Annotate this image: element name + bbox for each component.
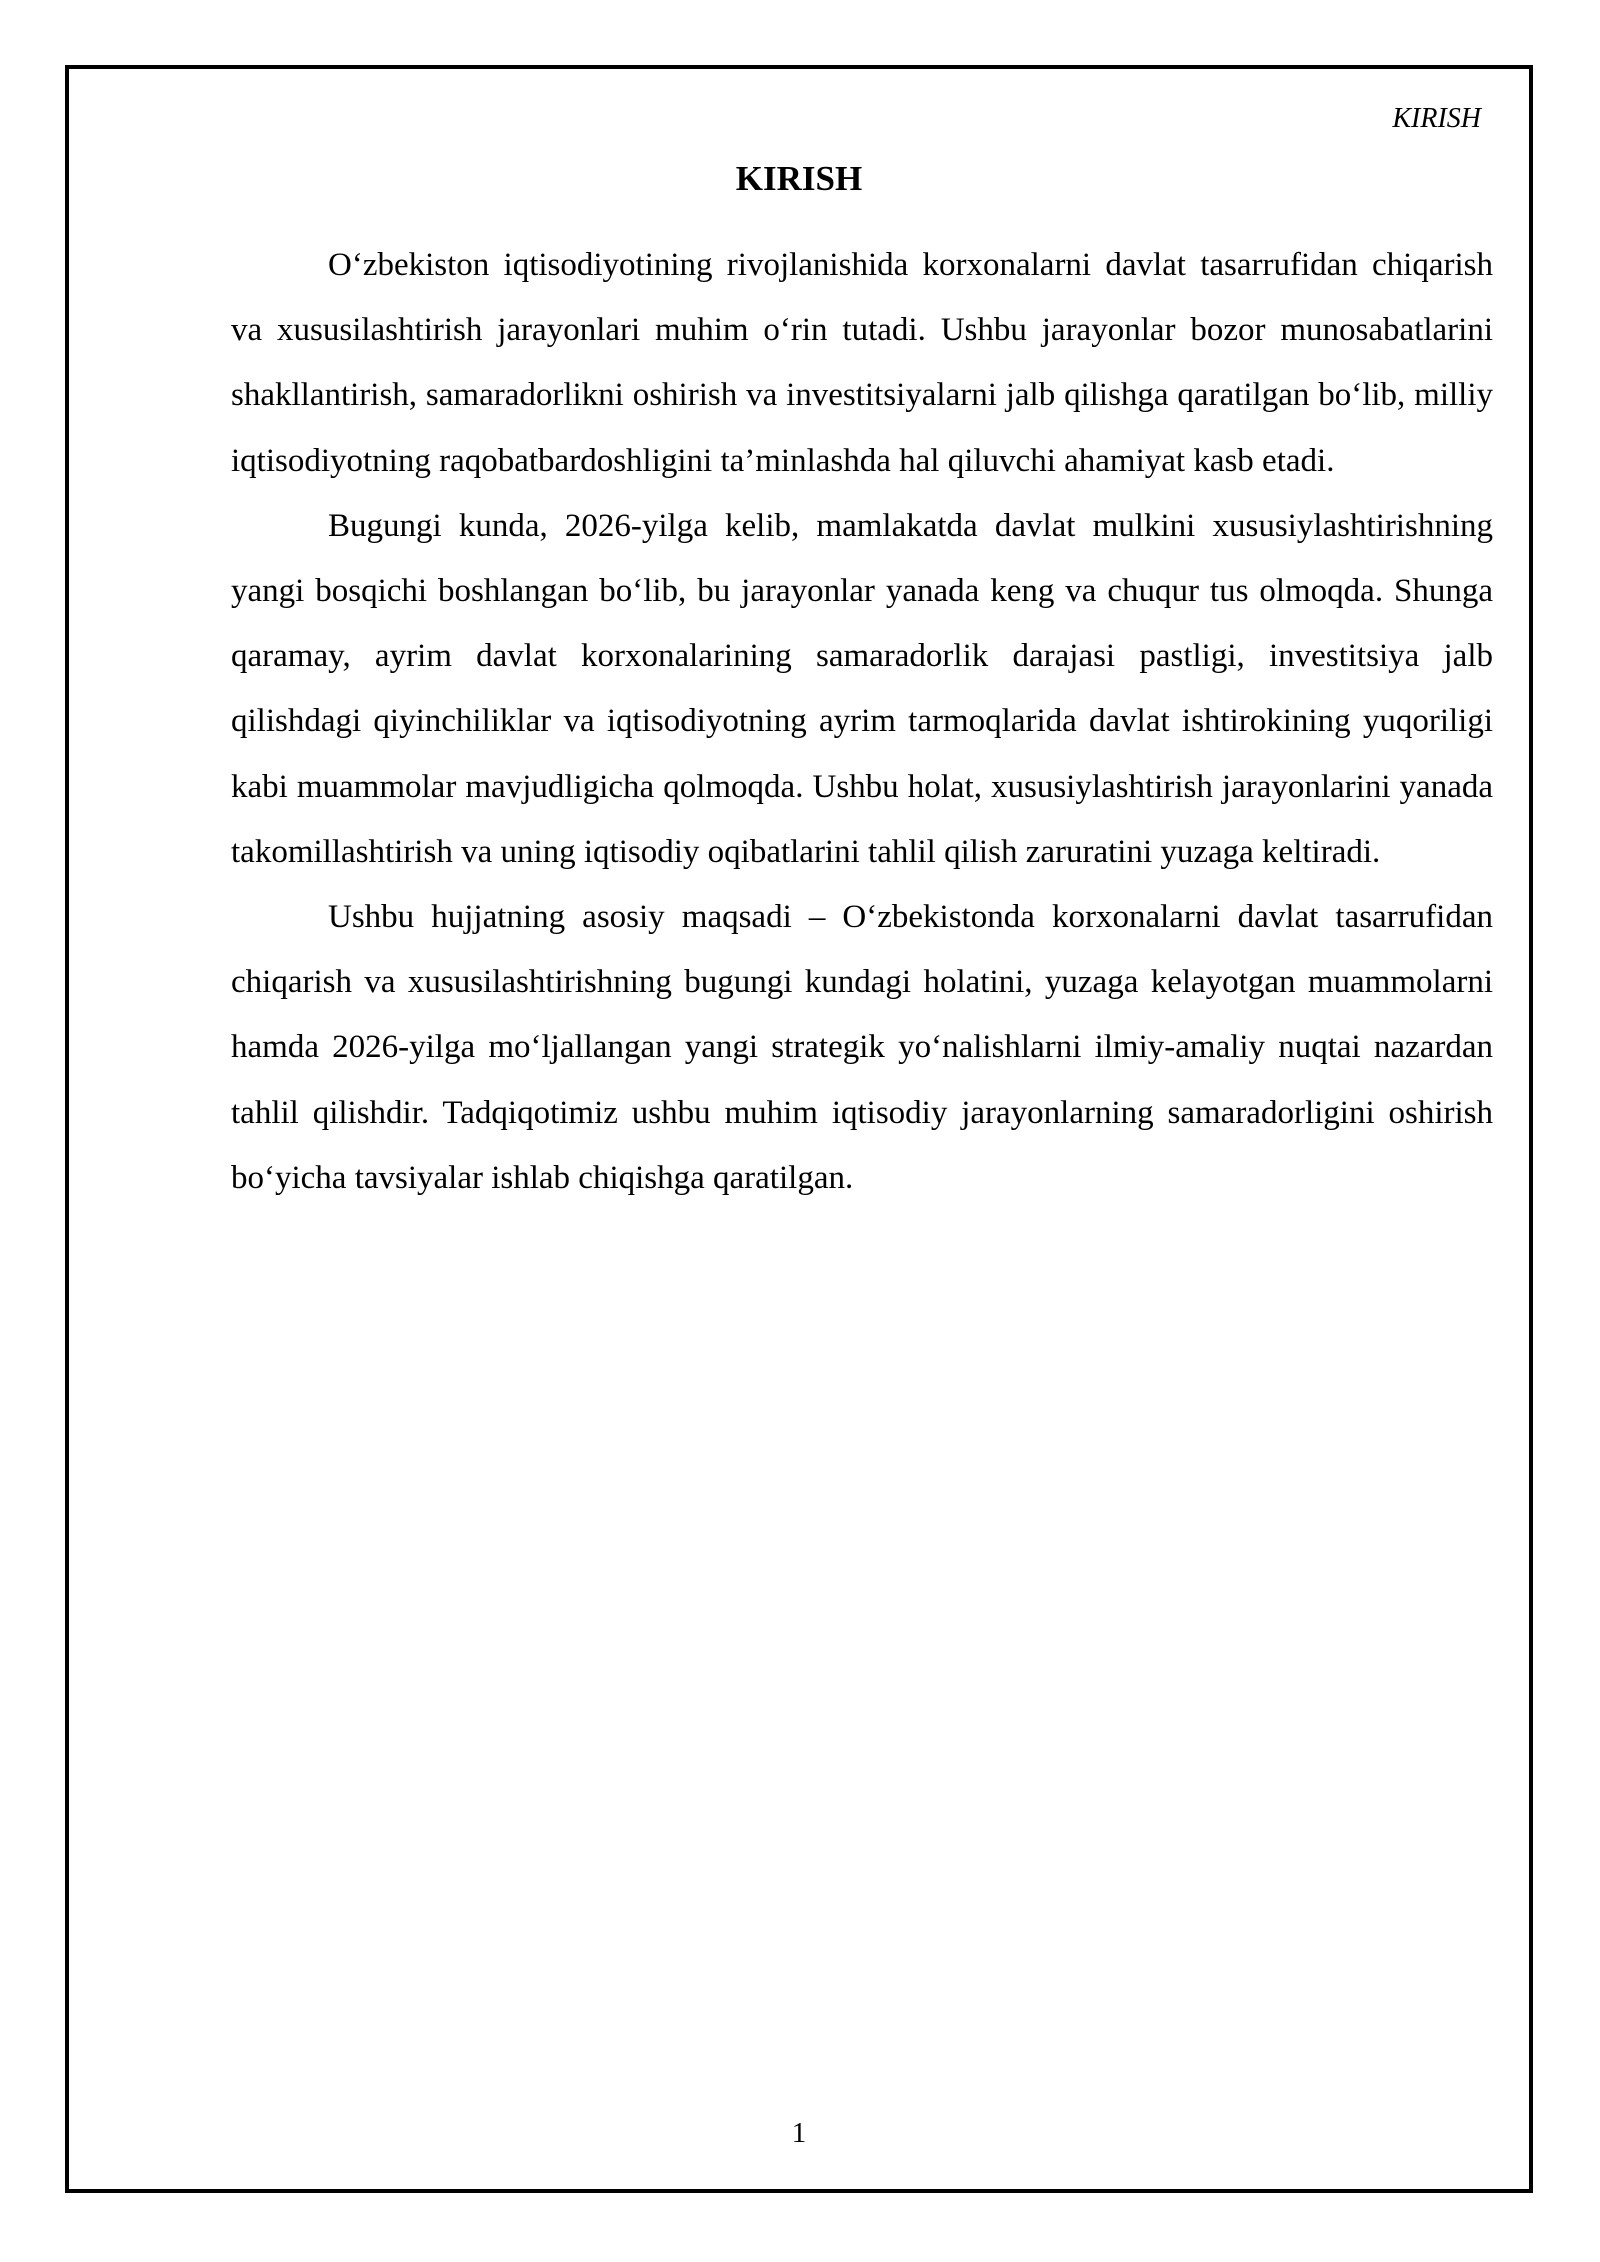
page-title: KIRISH: [735, 159, 863, 198]
running-header: KIRISH: [1392, 103, 1481, 134]
paragraph-purpose: Ushbu hujjatning asosiy maqsadi – O‘zbekistonda korxonalarni davlat tasarrufidan chiqarish va xususilashtirishning bugungi kundagi holatini, yuzaga kelayotgan muammolarni hamda 2026-yilga mo‘ljallangan yangi strategik yo‘nalishlarni ilmiy-amaliy nuqtai nazardan tahlil qilishdir. Tadqiqotimiz ushbu muhim iqtisodiy jarayonlarning samaradorligini oshirish bo‘yicha tavsiyalar ishlab chiqishga qaratilgan.: [231, 899, 1493, 1196]
page-frame: [65, 65, 1533, 2193]
page-number: 1: [791, 2117, 807, 2149]
body-text: [231, 233, 1493, 1211]
paragraph-intro: O‘zbekiston iqtisodiyotining rivojlanishida korxonalarni davlat tasarrufidan chiqarish va xususilashtirish jarayonlari muhim o‘rin tutadi. Ushbu jarayonlar bozor munosabatlarini shakllantirish, samaradorlikni oshirish va investitsiyalarni jalb qilishga qaratilgan bo‘lib, milliy iqtisodiyotning raqobatbardoshligini ta’minlashda hal qiluvchi ahamiyat kasb etadi.: [231, 247, 1493, 479]
paragraph-current-state: Bugungi kunda, 2026-yilga kelib, mamlakatda davlat mulkini xususiylashtirishning yangi bosqichi boshlangan bo‘lib, bu jarayonlar yanada keng va chuqur tus olmoqda. Shunga qaramay, ayrim davlat korxonalarining samaradorlik darajasi pastligi, investitsiya jalb qilishdagi qiyinchiliklar va iqtisodiyotning ayrim tarmoqlarida davlat ishtirokining yuqoriligi kabi muammolar mavjudligicha qolmoqda. Ushbu holat, xususiylashtirish jarayonlarini yanada takomillashtirish va uning iqtisodiy oqibatlarini tahlil qilish zaruratini yuzaga keltiradi.: [231, 507, 1493, 870]
